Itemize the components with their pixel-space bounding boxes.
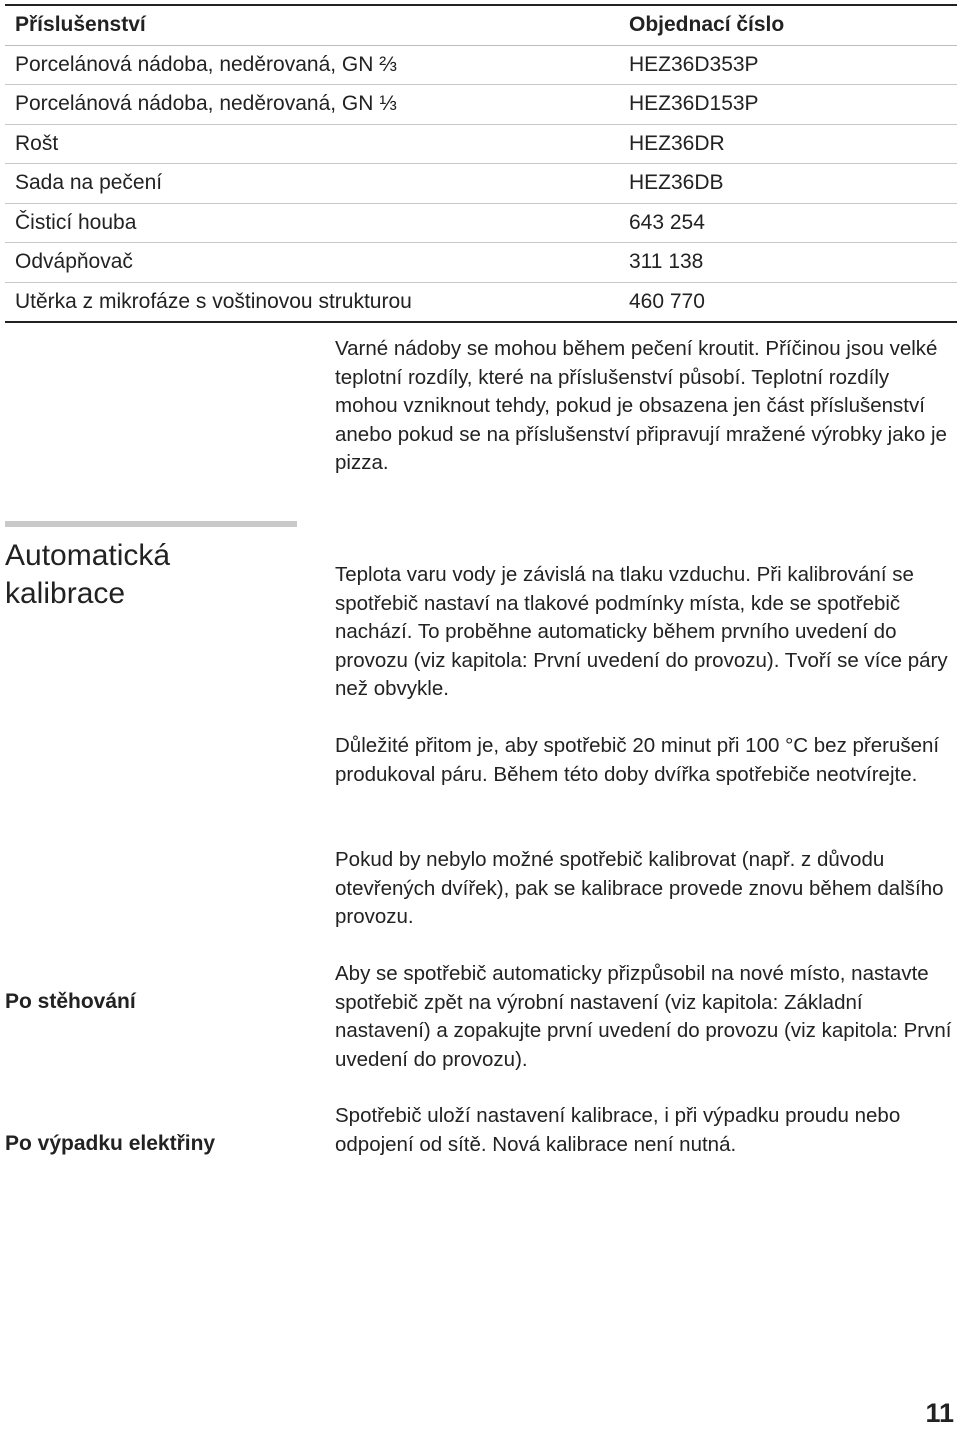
table-row: [5, 243, 957, 283]
accessory-name: Porcelánová nádoba, neděrovaná, GN ⅔: [15, 52, 397, 76]
order-number: 311 138: [629, 250, 704, 273]
table-header-row: [5, 6, 957, 46]
order-number: 460 770: [629, 289, 705, 313]
order-number: HEZ36DR: [629, 131, 725, 155]
calibration-paragraph: Teplota varu vody je závislá na tlaku vzduchu. Při kalibrování se spotřebič nastaví na tlakové podmínky místa, kde se spotřebič nachází. To proběhne automaticky během prvního uvedení do provozu (viz kapitola: První uvedení do provozu). Tvoří se více páry než obvykle.: [335, 563, 948, 700]
order-number: HEZ36D353P: [629, 52, 759, 76]
table-row: [5, 164, 957, 204]
page-number: 11: [925, 1398, 954, 1428]
section-title-line-2: kalibrace: [5, 577, 126, 610]
order-number: HEZ36DB: [629, 171, 724, 194]
power-outage-text: Spotřebič uloží nastavení kalibrace, i při výpadku proudu nebo odpojení od sítě. Nová kalibrace není nutná.: [335, 1104, 901, 1156]
table-row: [5, 125, 957, 165]
calibration-paragraph: Důležité přitom je, aby spotřebič 20 minut při 100 °C bez přerušení produkoval páru. Během této doby dvířka spotřebiče neotvírejte.: [335, 734, 940, 786]
section-divider: [5, 521, 297, 527]
accessory-name: Sada na pečení: [15, 171, 163, 194]
header-accessory: Příslušenství: [15, 13, 146, 36]
header-order-number: Objednací číslo: [629, 13, 785, 36]
order-number: HEZ36D153P: [629, 92, 759, 115]
accessory-name: Čisticí houba: [15, 210, 137, 234]
order-number: 643 254: [629, 210, 705, 234]
section-title-line-1: Automatická: [5, 539, 171, 572]
calibration-paragraph: Pokud by nebylo možné spotřebič kalibrovat (např. z důvodu otevřených dvířek), pak se kalibrace provede znovu během dalšího provozu.: [335, 848, 944, 928]
accessories-table: [5, 4, 957, 323]
table-row: [5, 85, 957, 125]
accessory-name: Rošt: [15, 131, 59, 155]
accessory-name: Utěrka z mikrofáze s voštinovou strukturou: [15, 289, 412, 313]
power-outage-label: Po výpadku elektřiny: [5, 1132, 216, 1155]
relocation-label: Po stěhování: [5, 990, 136, 1013]
accessory-warping-note: Varné nádoby se mohou během pečení kroutit. Příčinou jsou velké teplotní rozdíly, které na příslušenství působí. Teplotní rozdíly mohou vzniknout tehdy, pokud je obsazena jen část příslušenství anebo pokud se na příslušenství připravují mražené výrobky jako je pizza.: [335, 337, 947, 474]
table-row: [5, 46, 957, 86]
table-row: [5, 204, 957, 244]
table-row: [5, 283, 957, 322]
accessory-name: Odvápňovač: [15, 250, 133, 273]
relocation-text: Aby se spotřebič automaticky přizpůsobil na nové místo, nastavte spotřebič zpět na výrobní nastavení (viz kapitola: Základní nastavení) a zopakujte první uvedení do provozu (viz kapitola: První uvedení do provozu).: [335, 962, 952, 1071]
accessory-name: Porcelánová nádoba, neděrovaná, GN ⅓: [15, 92, 397, 115]
section-title: [5, 537, 170, 613]
